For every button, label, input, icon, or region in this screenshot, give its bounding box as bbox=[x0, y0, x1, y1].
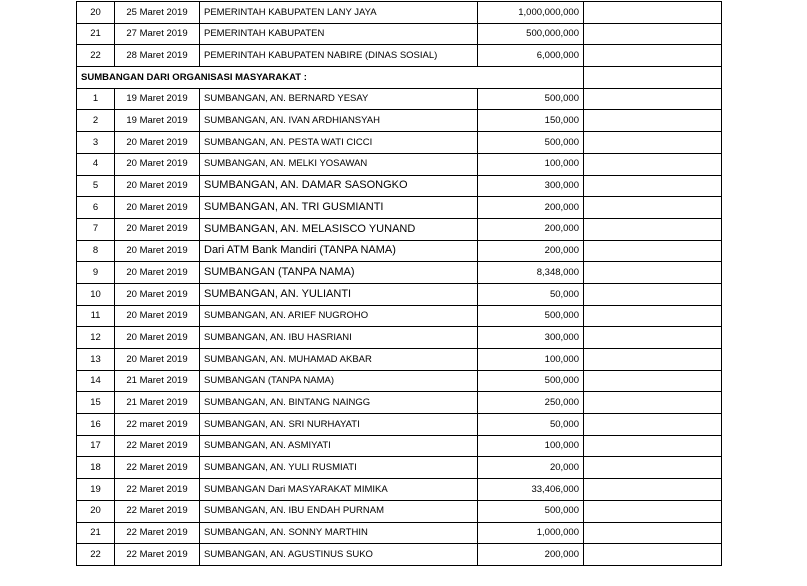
empty-cell bbox=[584, 283, 722, 305]
description-cell: PEMERINTAH KABUPATEN LANY JAYA bbox=[200, 2, 478, 24]
empty-cell bbox=[584, 522, 722, 544]
description-cell: SUMBANGAN, AN. IBU HASRIANI bbox=[200, 327, 478, 349]
empty-cell bbox=[584, 262, 722, 284]
amount-cell: 150,000 bbox=[478, 110, 584, 132]
table-body bbox=[77, 2, 722, 566]
amount-cell: 1,000,000 bbox=[478, 522, 584, 544]
row-number-cell: 3 bbox=[77, 132, 115, 154]
description-cell: PEMERINTAH KABUPATEN bbox=[200, 23, 478, 45]
row-number-cell: 13 bbox=[77, 349, 115, 371]
amount-cell: 6,000,000 bbox=[478, 45, 584, 67]
table-row bbox=[77, 88, 722, 110]
empty-cell bbox=[584, 197, 722, 219]
row-number-cell: 22 bbox=[77, 544, 115, 566]
description-cell: SUMBANGAN (TANPA NAMA) bbox=[200, 262, 478, 284]
row-number-cell: 10 bbox=[77, 283, 115, 305]
amount-cell: 500,000 bbox=[478, 132, 584, 154]
date-cell: 22 maret 2019 bbox=[115, 414, 200, 436]
amount-cell: 500,000 bbox=[478, 370, 584, 392]
description-cell: SUMBANGAN, AN. MELKI YOSAWAN bbox=[200, 153, 478, 175]
description-cell: SUMBANGAN, AN. YULI RUSMIATI bbox=[200, 457, 478, 479]
table-row bbox=[77, 500, 722, 522]
description-cell: SUMBANGAN, AN. SRI NURHAYATI bbox=[200, 414, 478, 436]
date-cell: 20 Maret 2019 bbox=[115, 283, 200, 305]
description-cell: SUMBANGAN, AN. AGUSTINUS SUKO bbox=[200, 544, 478, 566]
date-cell: 22 Maret 2019 bbox=[115, 457, 200, 479]
table-row bbox=[77, 132, 722, 154]
date-cell: 27 Maret 2019 bbox=[115, 23, 200, 45]
empty-cell bbox=[584, 457, 722, 479]
description-cell: SUMBANGAN, AN. YULIANTI bbox=[200, 283, 478, 305]
empty-cell bbox=[584, 110, 722, 132]
date-cell: 21 Maret 2019 bbox=[115, 392, 200, 414]
amount-cell: 500,000 bbox=[478, 305, 584, 327]
row-number-cell: 5 bbox=[77, 175, 115, 197]
table-row bbox=[77, 218, 722, 240]
table-row bbox=[77, 435, 722, 457]
description-cell: SUMBANGAN Dari MASYARAKAT MIMIKA bbox=[200, 479, 478, 501]
amount-cell: 100,000 bbox=[478, 435, 584, 457]
date-cell: 20 Maret 2019 bbox=[115, 132, 200, 154]
row-number-cell: 19 bbox=[77, 479, 115, 501]
date-cell: 20 Maret 2019 bbox=[115, 327, 200, 349]
date-cell: 22 Maret 2019 bbox=[115, 479, 200, 501]
empty-cell bbox=[584, 479, 722, 501]
date-cell: 20 Maret 2019 bbox=[115, 153, 200, 175]
row-number-cell: 11 bbox=[77, 305, 115, 327]
empty-cell bbox=[584, 153, 722, 175]
amount-cell: 500,000 bbox=[478, 88, 584, 110]
empty-cell bbox=[584, 23, 722, 45]
empty-cell bbox=[584, 305, 722, 327]
description-cell: SUMBANGAN, AN. TRI GUSMIANTI bbox=[200, 197, 478, 219]
amount-cell: 1,000,000,000 bbox=[478, 2, 584, 24]
description-cell: SUMBANGAN (TANPA NAMA) bbox=[200, 370, 478, 392]
table-row bbox=[77, 153, 722, 175]
amount-cell: 20,000 bbox=[478, 457, 584, 479]
date-cell: 19 Maret 2019 bbox=[115, 110, 200, 132]
empty-cell bbox=[584, 435, 722, 457]
row-number-cell: 14 bbox=[77, 370, 115, 392]
description-cell: SUMBANGAN, AN. IVAN ARDHIANSYAH bbox=[200, 110, 478, 132]
amount-cell: 50,000 bbox=[478, 283, 584, 305]
empty-cell bbox=[584, 392, 722, 414]
table-row bbox=[77, 110, 722, 132]
date-cell: 22 Maret 2019 bbox=[115, 522, 200, 544]
table-row bbox=[77, 544, 722, 566]
table-row bbox=[77, 197, 722, 219]
donation-table bbox=[76, 1, 722, 566]
table-row bbox=[77, 175, 722, 197]
amount-cell: 200,000 bbox=[478, 197, 584, 219]
row-number-cell: 20 bbox=[77, 2, 115, 24]
description-cell: SUMBANGAN, AN. DAMAR SASONGKO bbox=[200, 175, 478, 197]
row-number-cell: 4 bbox=[77, 153, 115, 175]
section-header-row bbox=[77, 67, 722, 89]
empty-cell bbox=[584, 349, 722, 371]
table-row bbox=[77, 414, 722, 436]
table-row bbox=[77, 2, 722, 24]
table-row bbox=[77, 522, 722, 544]
row-number-cell: 15 bbox=[77, 392, 115, 414]
empty-cell bbox=[584, 240, 722, 262]
amount-cell: 100,000 bbox=[478, 153, 584, 175]
row-number-cell: 2 bbox=[77, 110, 115, 132]
amount-cell: 300,000 bbox=[478, 175, 584, 197]
empty-cell bbox=[584, 414, 722, 436]
amount-cell: 200,000 bbox=[478, 240, 584, 262]
date-cell: 19 Maret 2019 bbox=[115, 88, 200, 110]
row-number-cell: 7 bbox=[77, 218, 115, 240]
empty-cell bbox=[584, 544, 722, 566]
table-row bbox=[77, 479, 722, 501]
empty-cell bbox=[584, 2, 722, 24]
date-cell: 28 Maret 2019 bbox=[115, 45, 200, 67]
date-cell: 20 Maret 2019 bbox=[115, 175, 200, 197]
row-number-cell: 16 bbox=[77, 414, 115, 436]
date-cell: 20 Maret 2019 bbox=[115, 349, 200, 371]
empty-cell bbox=[584, 218, 722, 240]
description-cell: SUMBANGAN, AN. ASMIYATI bbox=[200, 435, 478, 457]
empty-cell bbox=[584, 175, 722, 197]
amount-cell: 100,000 bbox=[478, 349, 584, 371]
description-cell: SUMBANGAN, AN. SONNY MARTHIN bbox=[200, 522, 478, 544]
description-cell: SUMBANGAN, AN. PESTA WATI CICCI bbox=[200, 132, 478, 154]
table-row bbox=[77, 262, 722, 284]
row-number-cell: 6 bbox=[77, 197, 115, 219]
table-row bbox=[77, 349, 722, 371]
row-number-cell: 21 bbox=[77, 522, 115, 544]
table-row bbox=[77, 457, 722, 479]
amount-cell: 200,000 bbox=[478, 544, 584, 566]
description-cell: SUMBANGAN, AN. BINTANG NAINGG bbox=[200, 392, 478, 414]
date-cell: 25 Maret 2019 bbox=[115, 2, 200, 24]
date-cell: 22 Maret 2019 bbox=[115, 435, 200, 457]
amount-cell: 33,406,000 bbox=[478, 479, 584, 501]
description-cell: SUMBANGAN, AN. MUHAMAD AKBAR bbox=[200, 349, 478, 371]
amount-cell: 500,000,000 bbox=[478, 23, 584, 45]
row-number-cell: 9 bbox=[77, 262, 115, 284]
date-cell: 20 Maret 2019 bbox=[115, 305, 200, 327]
row-number-cell: 8 bbox=[77, 240, 115, 262]
table-row bbox=[77, 283, 722, 305]
description-cell: SUMBANGAN, AN. IBU ENDAH PURNAM bbox=[200, 500, 478, 522]
date-cell: 21 Maret 2019 bbox=[115, 370, 200, 392]
row-number-cell: 22 bbox=[77, 45, 115, 67]
table-row bbox=[77, 45, 722, 67]
date-cell: 22 Maret 2019 bbox=[115, 500, 200, 522]
date-cell: 20 Maret 2019 bbox=[115, 262, 200, 284]
description-cell: Dari ATM Bank Mandiri (TANPA NAMA) bbox=[200, 240, 478, 262]
date-cell: 20 Maret 2019 bbox=[115, 218, 200, 240]
empty-cell bbox=[584, 67, 722, 89]
description-cell: PEMERINTAH KABUPATEN NABIRE (DINAS SOSIAL) bbox=[200, 45, 478, 67]
empty-cell bbox=[584, 500, 722, 522]
table-row bbox=[77, 240, 722, 262]
empty-cell bbox=[584, 88, 722, 110]
table-row bbox=[77, 327, 722, 349]
table-row bbox=[77, 392, 722, 414]
row-number-cell: 17 bbox=[77, 435, 115, 457]
table-row bbox=[77, 23, 722, 45]
date-cell: 20 Maret 2019 bbox=[115, 240, 200, 262]
table-row bbox=[77, 370, 722, 392]
amount-cell: 500,000 bbox=[478, 500, 584, 522]
row-number-cell: 18 bbox=[77, 457, 115, 479]
row-number-cell: 20 bbox=[77, 500, 115, 522]
empty-cell bbox=[584, 132, 722, 154]
description-cell: SUMBANGAN, AN. MELASISCO YUNAND bbox=[200, 218, 478, 240]
amount-cell: 50,000 bbox=[478, 414, 584, 436]
row-number-cell: 1 bbox=[77, 88, 115, 110]
empty-cell bbox=[584, 327, 722, 349]
description-cell: SUMBANGAN, AN. BERNARD YESAY bbox=[200, 88, 478, 110]
table-row bbox=[77, 305, 722, 327]
date-cell: 20 Maret 2019 bbox=[115, 197, 200, 219]
section-title: SUMBANGAN DARI ORGANISASI MASYARAKAT : bbox=[77, 67, 584, 89]
amount-cell: 8,348,000 bbox=[478, 262, 584, 284]
row-number-cell: 12 bbox=[77, 327, 115, 349]
empty-cell bbox=[584, 370, 722, 392]
empty-cell bbox=[584, 45, 722, 67]
amount-cell: 300,000 bbox=[478, 327, 584, 349]
date-cell: 22 Maret 2019 bbox=[115, 544, 200, 566]
description-cell: SUMBANGAN, AN. ARIEF NUGROHO bbox=[200, 305, 478, 327]
amount-cell: 200,000 bbox=[478, 218, 584, 240]
row-number-cell: 21 bbox=[77, 23, 115, 45]
amount-cell: 250,000 bbox=[478, 392, 584, 414]
